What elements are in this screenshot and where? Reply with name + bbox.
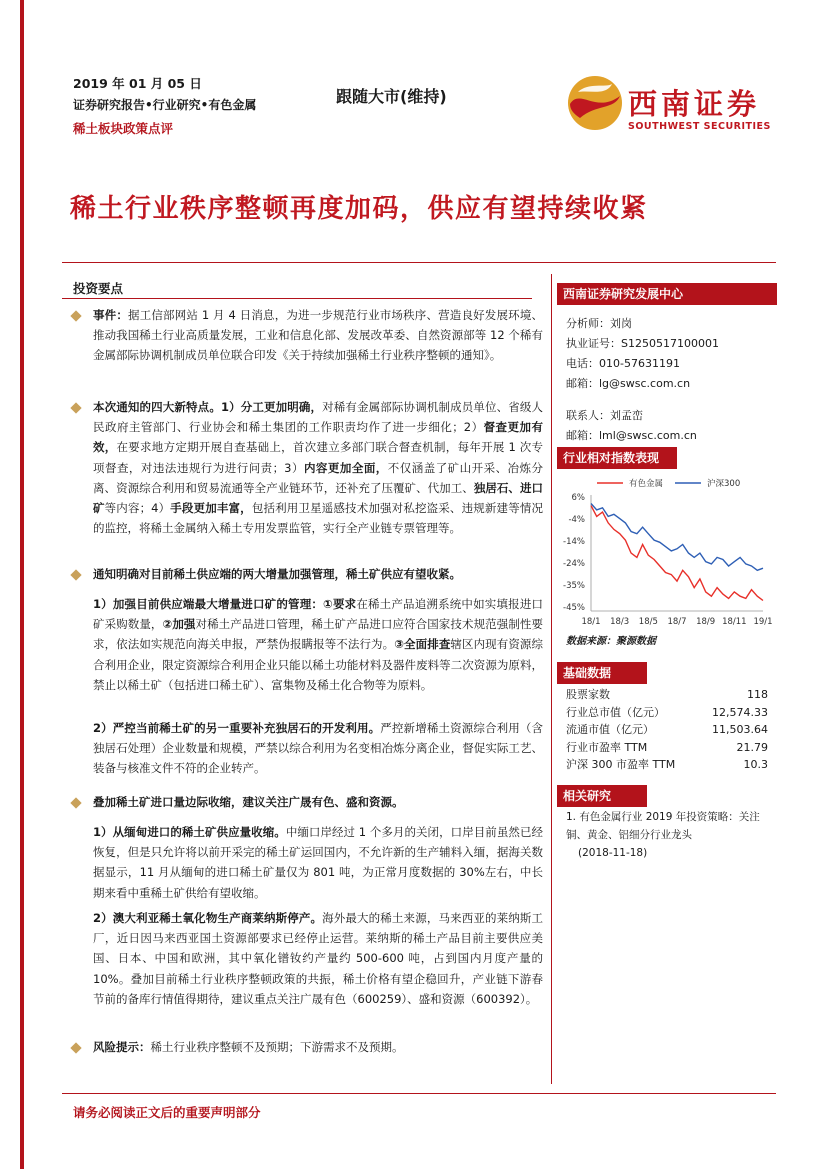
series-line-有色金属 (591, 506, 763, 601)
paragraph-import-ore: 1）加强目前供应端最大增量进口矿的管理：①要求在稀土产品追溯系统中如实填报进口矿采购数量，②加强对稀土产品进口管理，稀土矿产品进口应符合国家技术规范强制性要求，依法如实规范向海关申报，严禁伪报瞒报等不法行为。③全面排查辖区内现有资源综合利用企业，限定资源综合利用企业只能以稀土功能材料及器件废料等二次资源为原料，禁止以稀土矿（包括进口稀土矿）、富集物及稀土化合物等为原料。 (93, 597, 544, 692)
bullet-icon (70, 310, 81, 321)
basic-data-row (566, 704, 768, 722)
contact-name: 联系人：刘孟峦 (566, 409, 643, 422)
industry-rating: 跟随大市(维持) (336, 87, 447, 106)
basic-data-row (566, 721, 768, 739)
report-date: 2019 年 01 月 05 日 (73, 76, 202, 91)
company-logo-icon (566, 74, 624, 132)
title-divider (62, 262, 776, 263)
related-research-text[interactable]: 1. 有色金属行业 2019 年投资策略：关注铜、黄金、铝细分行业龙头 (566, 811, 760, 841)
paragraph-supply: 通知明确对目前稀土供应端的两大增量加强管理，稀土矿供应有望收紧。 (93, 567, 461, 581)
x-tick-label: 18/11 (722, 617, 747, 627)
x-tick-label: 18/3 (610, 617, 630, 627)
column-divider (551, 274, 552, 1084)
paragraph-risk: 风险提示：稀土行业秩序整顿不及预期；下游需求不及预期。 (93, 1040, 404, 1054)
section-heading: 投资要点 (73, 281, 124, 296)
basic-data-value: 11,503.64 (712, 723, 768, 736)
bullet-icon (70, 402, 81, 413)
basic-data-table (566, 686, 768, 774)
relative-index-chart (557, 473, 777, 633)
basic-data-label: 流通市值（亿元） (566, 723, 654, 736)
legend-label: 沪深300 (707, 479, 741, 489)
related-research-date: (2018-11-18) (578, 847, 648, 859)
basic-data-row (566, 686, 768, 704)
x-tick-label: 19/1 (753, 617, 773, 627)
report-title: 稀土行业秩序整顿再度加码，供应有望持续收紧 (70, 194, 648, 224)
contact-email[interactable]: 邮箱：lml@swsc.com.cn (566, 429, 697, 442)
basic-data-value: 21.79 (736, 740, 768, 754)
chart-source: 数据来源：聚源数据 (566, 636, 656, 647)
footer-divider (62, 1093, 776, 1094)
paragraph-event: 事件：据工信部网站 1 月 4 日消息，为进一步规范行业市场秩序、营造良好发展环境、推动我国稀土行业高质量发展，工业和信息化部、发展改革委、自然资源部等 12 个稀有金属部际协调机制成员单位联合印发《关于持续加强稀土行业秩序整顿的通知》。 (93, 308, 543, 363)
y-tick-label: -14% (563, 537, 585, 547)
paragraph-monazite: 2）严控当前稀土矿的另一重要补充独居石的开发利用。严控新增稀土资源综合利用（含独居石处理）企业数量和规模，严禁以综合利用为名变相冶炼分离企业，督促实际工艺、装备与核准文件不符的企业转产。 (93, 721, 544, 776)
basic-data-row (566, 739, 768, 757)
y-tick-label: -4% (568, 515, 585, 525)
basic-data-value: 10.3 (743, 758, 768, 771)
basic-data-title: 基础数据 (557, 662, 647, 684)
paragraph-recommend: 叠加稀土矿进口量边际收缩，建议关注广晟有色、盛和资源。 (93, 795, 404, 809)
related-research-title: 相关研究 (557, 785, 647, 807)
paragraph-myanmar: 1）从缅甸进口的稀土矿供应量收缩。中缅口岸经过 1 个多月的关闭，口岸目前虽然已经恢复，但是只允许将以前开采完的稀土矿运回国内，不允许新的生产辅料入缅，据海关数据显示，11 月从缅甸的进口稀土矿量仅为 801 吨，为正常月度数据的 30%左右，中长期来看中重稀土矿供给有望收缩。 (93, 825, 543, 900)
analyst-phone: 电话：010-57631191 (566, 357, 680, 370)
logo-chinese-name: 西南证券 (628, 87, 761, 121)
y-tick-label: -45% (563, 603, 585, 613)
y-tick-label: -24% (563, 559, 585, 569)
report-subcategory: 稀土板块政策点评 (73, 121, 174, 136)
analyst-license: 执业证号：S1250517100001 (566, 337, 719, 350)
bullet-icon (70, 797, 81, 808)
left-accent-bar (20, 0, 24, 1169)
basic-data-label: 股票家数 (566, 688, 610, 701)
report-category: 证券研究报告•行业研究•有色金属 (73, 98, 257, 112)
bullet-icon (70, 1042, 81, 1053)
analyst-email[interactable]: 邮箱：lg@swsc.com.cn (566, 377, 691, 390)
y-tick-label: 6% (571, 493, 585, 503)
x-tick-label: 18/1 (581, 617, 601, 627)
basic-data-row (566, 756, 768, 774)
research-center-title: 西南证券研究发展中心 (557, 283, 777, 305)
disclaimer-note[interactable]: 请务必阅读正文后的重要声明部分 (73, 1105, 261, 1120)
legend-label: 有色金属 (629, 479, 664, 489)
analyst-info (566, 314, 719, 446)
paragraph-features: 本次通知的四大新特点。1）分工更加明确，对稀有金属部际协调机制成员单位、省级人民政府主管部门、行业协会和稀土集团的工作职责均作了进一步细化；2）督查更加有效，在要求地方定期开展自查基础上，首次建立多部门联合督查机制，每年开展 1 次专项督查，对违法违规行为进行问责；3）内容更加全面，不仅涵盖了矿山开采、冶炼分离、资源综合利用和贸易流通等全产业链环节，还补充了压覆矿、代加工、独居石、进口矿等内容；4）手段更加丰富，包括利用卫星遥感技术加强对私挖盗采、违规新建等情况的监控，将稀土金属纳入稀土专用发票监管，实行全产业链专票管理等。 (93, 400, 544, 536)
basic-data-label: 行业总市值（亿元） (566, 705, 665, 719)
chart-title: 行业相对指数表现 (557, 447, 677, 469)
basic-data-value: 118 (747, 688, 768, 701)
y-tick-label: -35% (563, 581, 585, 591)
x-tick-label: 18/5 (638, 617, 658, 627)
x-tick-label: 18/7 (667, 617, 687, 627)
x-tick-label: 18/9 (696, 617, 716, 627)
logo-english-name: SOUTHWEST SECURITIES (628, 121, 771, 132)
basic-data-label: 行业市盈率 TTM (566, 740, 648, 754)
paragraph-lynas: 2）澳大利亚稀土氧化物生产商莱纳斯停产。海外最大的稀土来源，马来西亚的莱纳斯工厂，近日因马来西亚国土资源部要求已经停止运营。莱纳斯的稀土产品目前主要供应美国、日本、中国和欧洲，其中氧化镨钕约产量约 500-600 吨，占到国内月度产量的 10%。叠加目前稀土行业秩序整顿政策的共振，稀土价格有望企稳回升，产业链下游春节前的备库行情值得期待，建议重点关注广晟有色（600259）、盛和资源（600392）。 (93, 911, 544, 1006)
bullet-icon (70, 569, 81, 580)
basic-data-value: 12,574.33 (712, 705, 768, 719)
section-divider (62, 298, 532, 299)
series-line-沪深300 (591, 504, 763, 571)
analyst-name: 分析师：刘岗 (566, 317, 632, 330)
basic-data-label: 沪深 300 市盈率 TTM (566, 758, 676, 771)
related-research-item[interactable] (566, 808, 774, 862)
